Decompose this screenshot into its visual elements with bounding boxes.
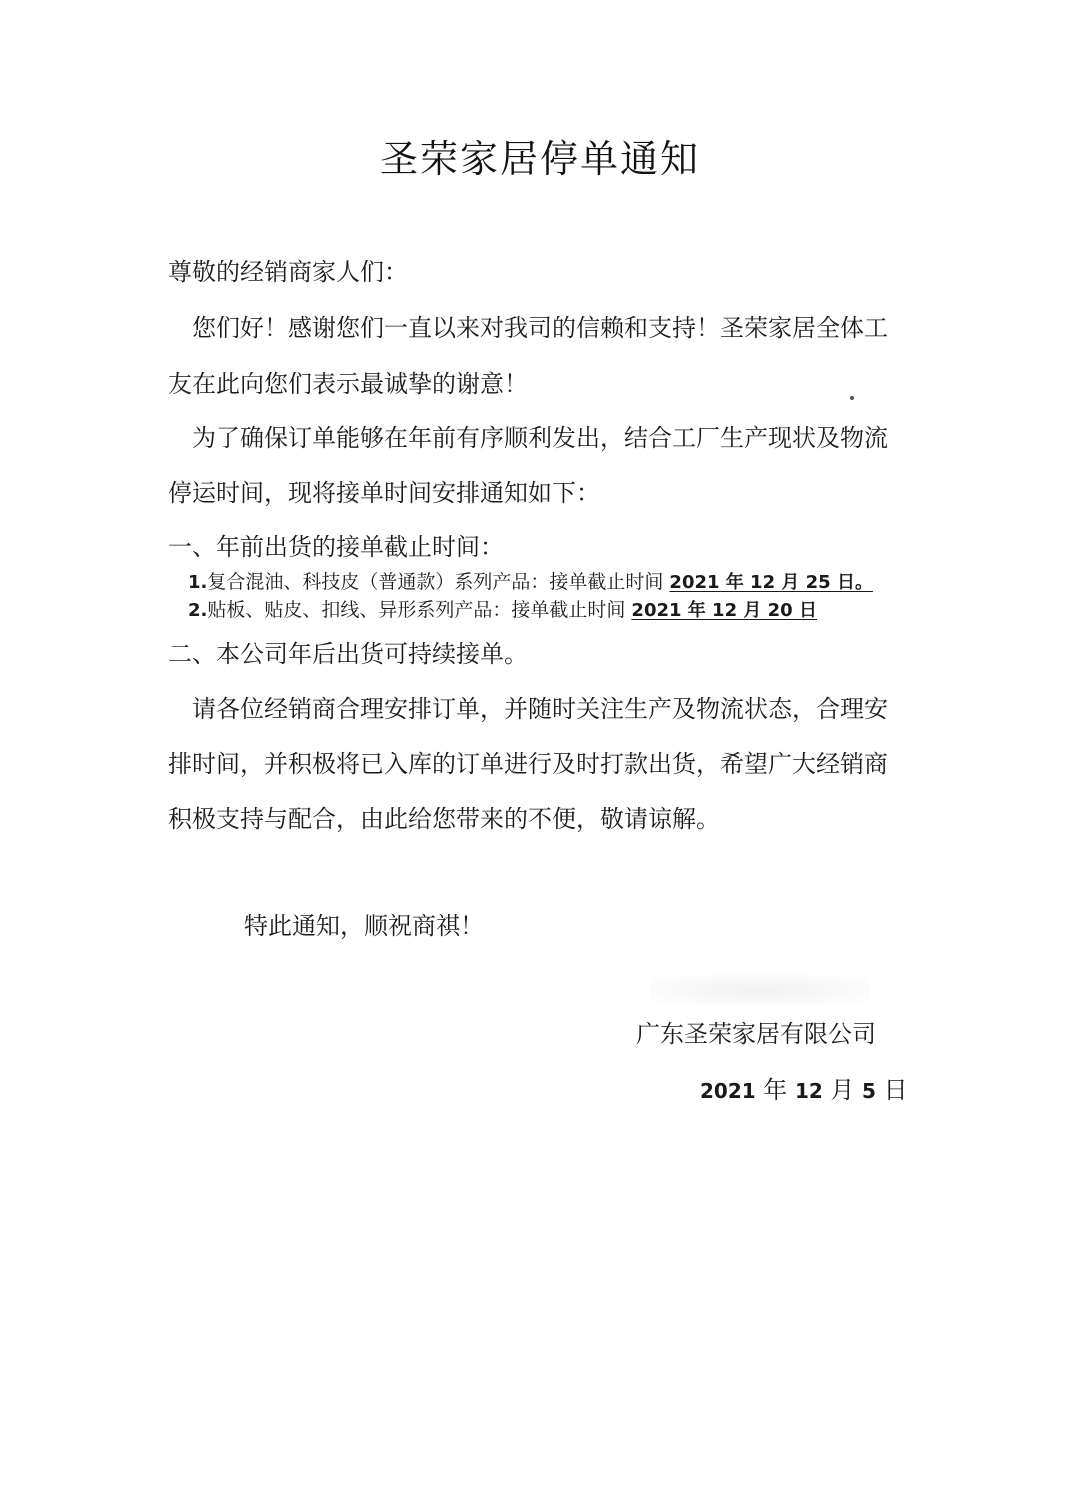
section1-heading: 一、年前出货的接单截止时间： [168,533,504,561]
paragraph2-line2: 停运时间，现将接单时间安排通知如下： [168,479,600,507]
date-year-suffix: 年 [755,1076,795,1104]
date-month: 12 [794,1079,823,1103]
item-number: 1. [188,572,208,593]
section2-heading: 二、本公司年后出货可持续接单。 [168,640,528,668]
item-text: 贴板、贴皮、扣线、异形系列产品：接单截止时间 [207,599,632,621]
signature-company: 广东圣荣家居有限公司 [636,1020,876,1048]
deadline-date: 2021 年 12 月 20 日 [631,600,817,621]
date-day-suffix: 日 [875,1076,908,1104]
paragraph1-line2: 友在此向您们表示最诚挚的谢意！ [168,370,528,398]
paragraph3-line2: 排时间，并积极将已入库的订单进行及时打款出货，希望广大经销商 [168,750,888,778]
item-number: 2. [188,600,208,621]
scan-speck [850,396,854,400]
section1-item-2 [188,595,817,622]
deadline-date: 2021 年 12 月 25 日。 [669,572,873,593]
salutation: 尊敬的经销商家人们： [168,258,408,286]
date-year: 2021 [700,1079,756,1103]
date-day: 5 [862,1079,876,1103]
closing-remark: 特此通知，顺祝商祺！ [244,912,484,940]
section1-item-1 [188,567,873,594]
date-month-suffix: 月 [822,1076,863,1104]
paragraph1-line1: 您们好！感谢您们一直以来对我司的信赖和支持！圣荣家居全体工 [192,314,888,342]
item-text: 复合混油、科技皮（普通款）系列产品：接单截止时间 [207,571,670,593]
paragraph3-line1: 请各位经销商合理安排订单，并随时关注生产及物流状态，合理安 [192,695,888,723]
faded-seal [650,975,870,1005]
paragraph3-line3: 积极支持与配合，由此给您带来的不便，敬请谅解。 [168,805,720,833]
page-title: 圣荣家居停单通知 [379,137,700,181]
signature-date [700,1070,908,1105]
paragraph2-line1: 为了确保订单能够在年前有序顺利发出，结合工厂生产现状及物流 [192,424,888,452]
